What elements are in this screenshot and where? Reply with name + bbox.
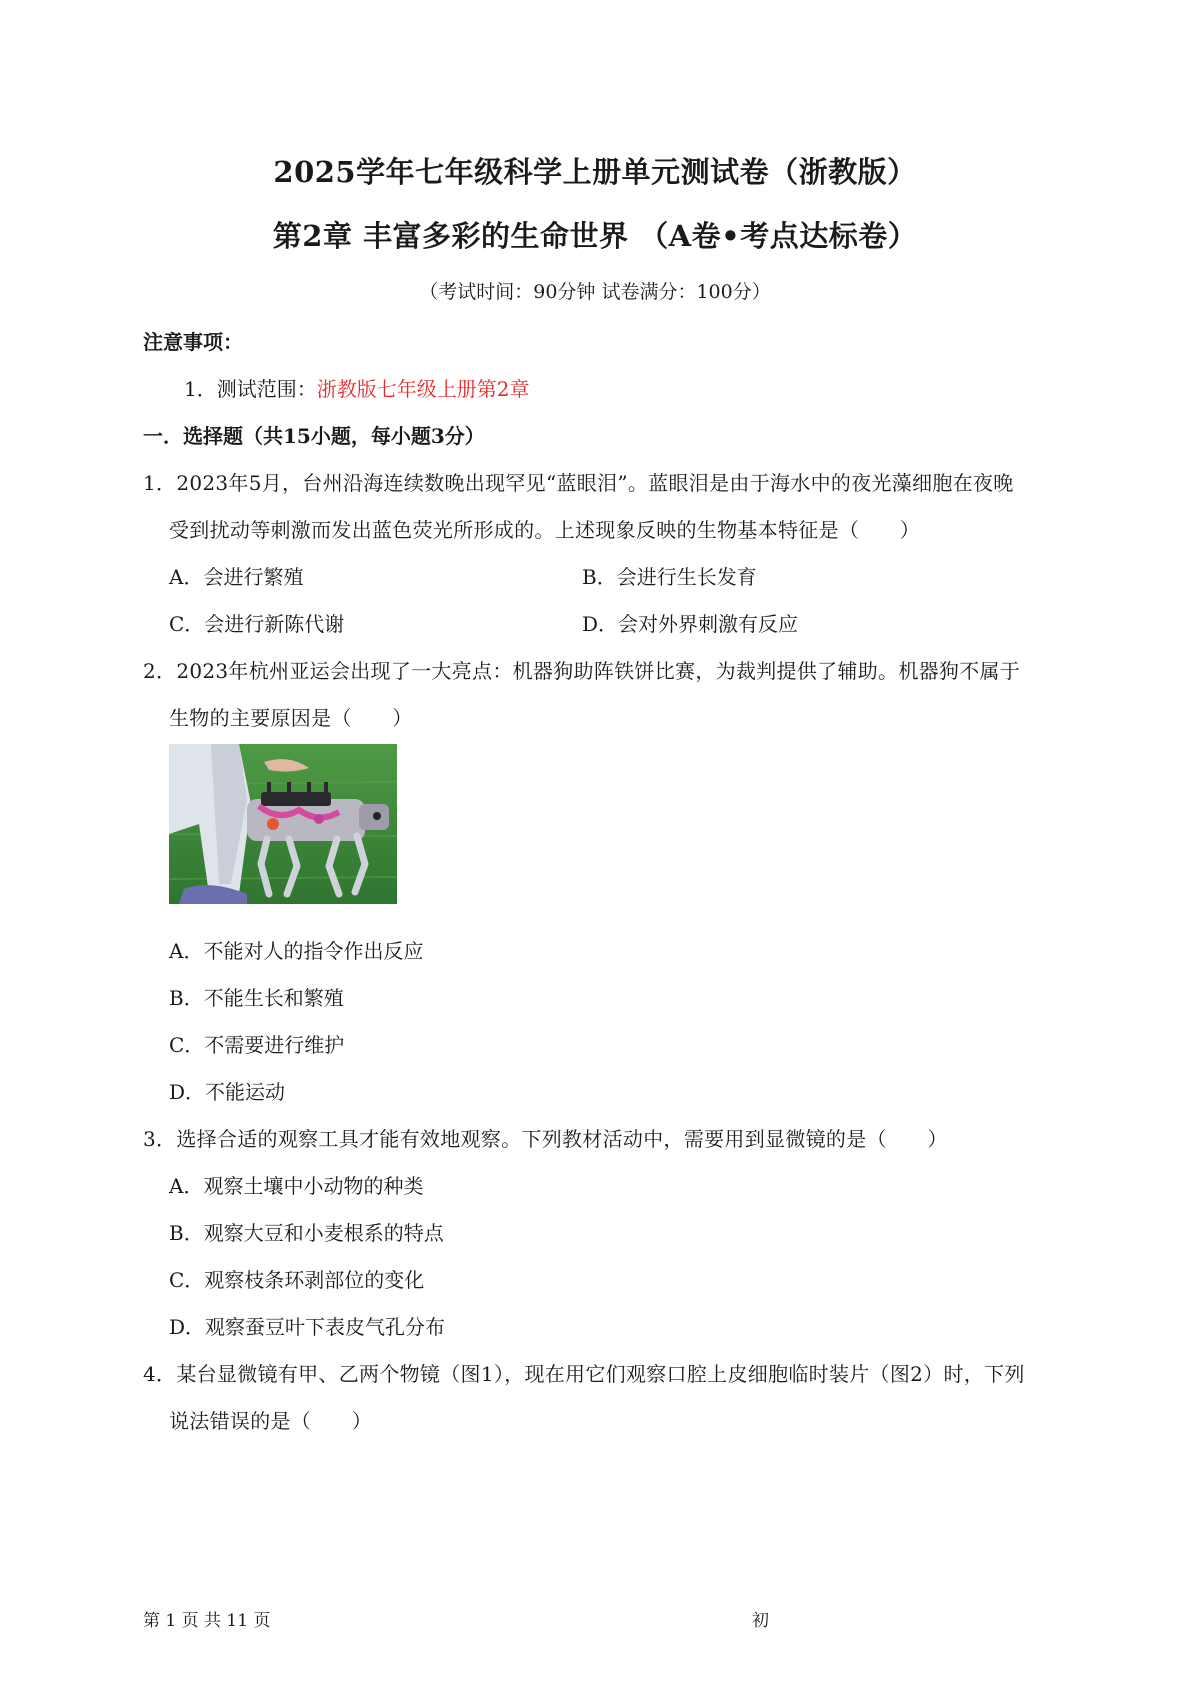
question-2-line-2: 生物的主要原因是（ ） xyxy=(169,706,413,730)
question-2-option-a[interactable]: A．不能对人的指令作出反应 xyxy=(169,939,424,963)
question-2-option-c[interactable]: C．不需要进行维护 xyxy=(169,1033,345,1057)
question-4-line-1: 4．某台显微镜有甲、乙两个物镜（图1），现在用它们观察口腔上皮细胞临时装片（图2）时，下列 xyxy=(143,1362,1025,1386)
question-1-option-d[interactable]: D．会对外界刺激有反应 xyxy=(582,612,799,636)
question-1-option-b[interactable]: B．会进行生长发育 xyxy=(582,565,757,589)
test-scope-label: 1．测试范围： xyxy=(184,377,317,401)
footer-mark: 初 xyxy=(752,1611,769,1631)
test-scope-value: 浙教版七年级上册第2章 xyxy=(316,377,530,401)
question-2-option-b[interactable]: B．不能生长和繁殖 xyxy=(169,986,344,1010)
question-3-option-d[interactable]: D．观察蚕豆叶下表皮气孔分布 xyxy=(169,1315,446,1339)
question-3-line-1: 3．选择合适的观察工具才能有效地观察。下列教材活动中，需要用到显微镜的是（ ） xyxy=(143,1127,948,1151)
exam-info: （考试时间：90分钟 试卷满分：100分） xyxy=(419,281,771,303)
question-1-line-2: 受到扰动等刺激而发出蓝色荧光所形成的。上述现象反映的生物基本特征是（ ） xyxy=(169,518,921,542)
question-2-line-1: 2．2023年杭州亚运会出现了一大亮点：机器狗助阵铁饼比赛，为裁判提供了辅助。机器狗不属于 xyxy=(143,659,1021,683)
question-3-option-c[interactable]: C．观察枝条环剥部位的变化 xyxy=(169,1268,425,1292)
chapter-title: 第2章 丰富多彩的生命世界 （A卷•考点达标卷） xyxy=(272,219,918,253)
page-number: 第 1 页 共 11 页 xyxy=(143,1611,271,1631)
notes-heading: 注意事项： xyxy=(143,330,243,354)
question-3-option-b[interactable]: B．观察大豆和小麦根系的特点 xyxy=(169,1221,444,1245)
question-2-option-d[interactable]: D．不能运动 xyxy=(169,1080,286,1104)
robot-dog-photo xyxy=(169,744,397,904)
question-3-option-a[interactable]: A．观察土壤中小动物的种类 xyxy=(169,1174,424,1198)
section-heading: 一．选择题（共15小题，每小题3分） xyxy=(143,424,485,448)
test-scope xyxy=(184,373,529,402)
question-1-option-c[interactable]: C．会进行新陈代谢 xyxy=(169,612,345,636)
question-1-option-a[interactable]: A．会进行繁殖 xyxy=(169,565,304,589)
question-4-line-2: 说法错误的是（ ） xyxy=(169,1409,372,1433)
exam-title: 2025学年七年级科学上册单元测试卷（浙教版） xyxy=(273,155,917,189)
question-1-line-1: 1．2023年5月，台州沿海连续数晚出现罕见“蓝眼泪”。蓝眼泪是由于海水中的夜光藻细胞在夜晚 xyxy=(143,471,1014,495)
